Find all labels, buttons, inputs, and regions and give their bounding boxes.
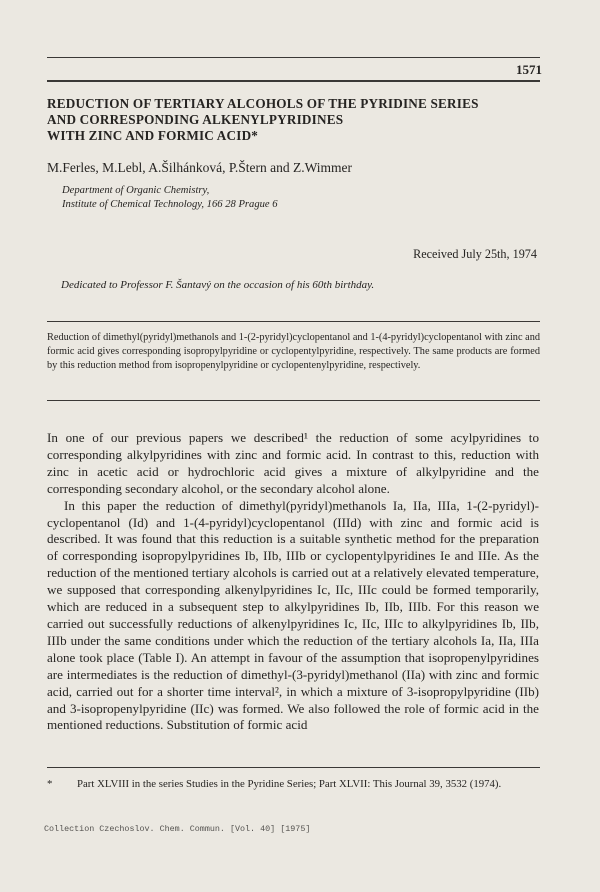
title-line-1: REDUCTION OF TERTIARY ALCOHOLS OF THE PYRIDINE SERIES [47, 96, 479, 111]
authors: M.Ferles, M.Lebl, A.Šilhánková, P.Štern and Z.Wimmer [47, 160, 353, 175]
title-line-3: WITH ZINC AND FORMIC ACID* [47, 128, 259, 143]
footnote-mark: * [47, 778, 53, 790]
body-text [47, 430, 539, 734]
abstract-rule-top [47, 321, 540, 322]
body-paragraph-2: In this paper the reduction of dimethyl(pyridyl)methanols Ia, IIa, IIIa, 1-(2-pyridyl)-cyclopentanol (Id) and 1-(4-pyridyl)cyclopentanol (IIId) with zinc and formic acid is described. It was found that this reduction is a suitable synthetic method for the preparation of corresponding isopropylpyridines Ib, IIb, IIIb or cyclopentylpyridines Ie and IIIe. As the reduction of the mentioned tertiary alcohols is carried out at a relatively elevated temperature, we supposed that corresponding alkenylpyridines Ic, IIc, IIIc could be formed temporarily, which are reduced in a subsequent step to alkylpyridines Ib, IIb, IIIb. For this reason we carried out successfully reductions of alkenylpyridines Ic, IIc, IIIc to alkylpyridines Ib, IIb, IIIb under the same conditions under which the reduction of the tertiary alcohols Ia, IIa, IIIa alone took place (Table I). An attempt in favour of the assumption that isopropenylpyridines are intermediates is the reduction of dimethyl-(3-pyridyl)methanol (IIa) with zinc and formic acid, carried out for a shorter time interval², in which a mixture of 3-isopropylpyridine (IIb) and 3-isopropenylpyridine (IIc) was formed. We also followed the role of formic acid in the mentioned reductions. Substitution of formic acid [47, 497, 539, 733]
article-title [47, 96, 547, 144]
affiliation-line-2: Institute of Chemical Technology, 166 28 Prague 6 [62, 199, 278, 210]
header-rule-top [47, 57, 540, 58]
footnote [47, 777, 539, 791]
affiliation-line-1: Department of Organic Chemistry, [62, 185, 210, 196]
affiliation [62, 184, 278, 212]
dedication: Dedicated to Professor F. Šantavý on the occasion of his 60th birthday. [61, 279, 375, 291]
abstract-rule-bottom [47, 400, 540, 401]
footnote-rule [47, 767, 540, 768]
page-number: 1571 [516, 62, 542, 77]
body-paragraph-1: In one of our previous papers we described¹ the reduction of some acylpyridines to corresponding alkylpyridines with zinc and formic acid. In contrast to this, reduction with zinc in acetic acid or hydrochloric acid gives a mixture of alkylpyridine and the corresponding secondary alcohol, or the secondary alcohol alone. [47, 430, 539, 496]
journal-footer: Collection Czechoslov. Chem. Commun. [Vol. 40] [1975] [44, 824, 311, 834]
abstract: Reduction of dimethyl(pyridyl)methanols and 1-(2-pyridyl)cyclopentanol and 1-(4-pyridyl)cyclopentanol with zinc and formic acid gives corresponding isopropylpyridine or cyclopentylpyridine, respectively. The same products are formed by this reduction method from isopropenylpyridine or cyclopentenylpyridine, respectively. [47, 332, 540, 372]
received-date: Received July 25th, 1974 [413, 247, 537, 261]
title-line-2: AND CORRESPONDING ALKENYLPYRIDINES [47, 112, 344, 127]
footnote-text: Part XLVIII in the series Studies in the Pyridine Series; Part XLVII: This Journal 39, 3532 (1974). [77, 778, 502, 790]
header-rule-bottom [47, 80, 540, 82]
